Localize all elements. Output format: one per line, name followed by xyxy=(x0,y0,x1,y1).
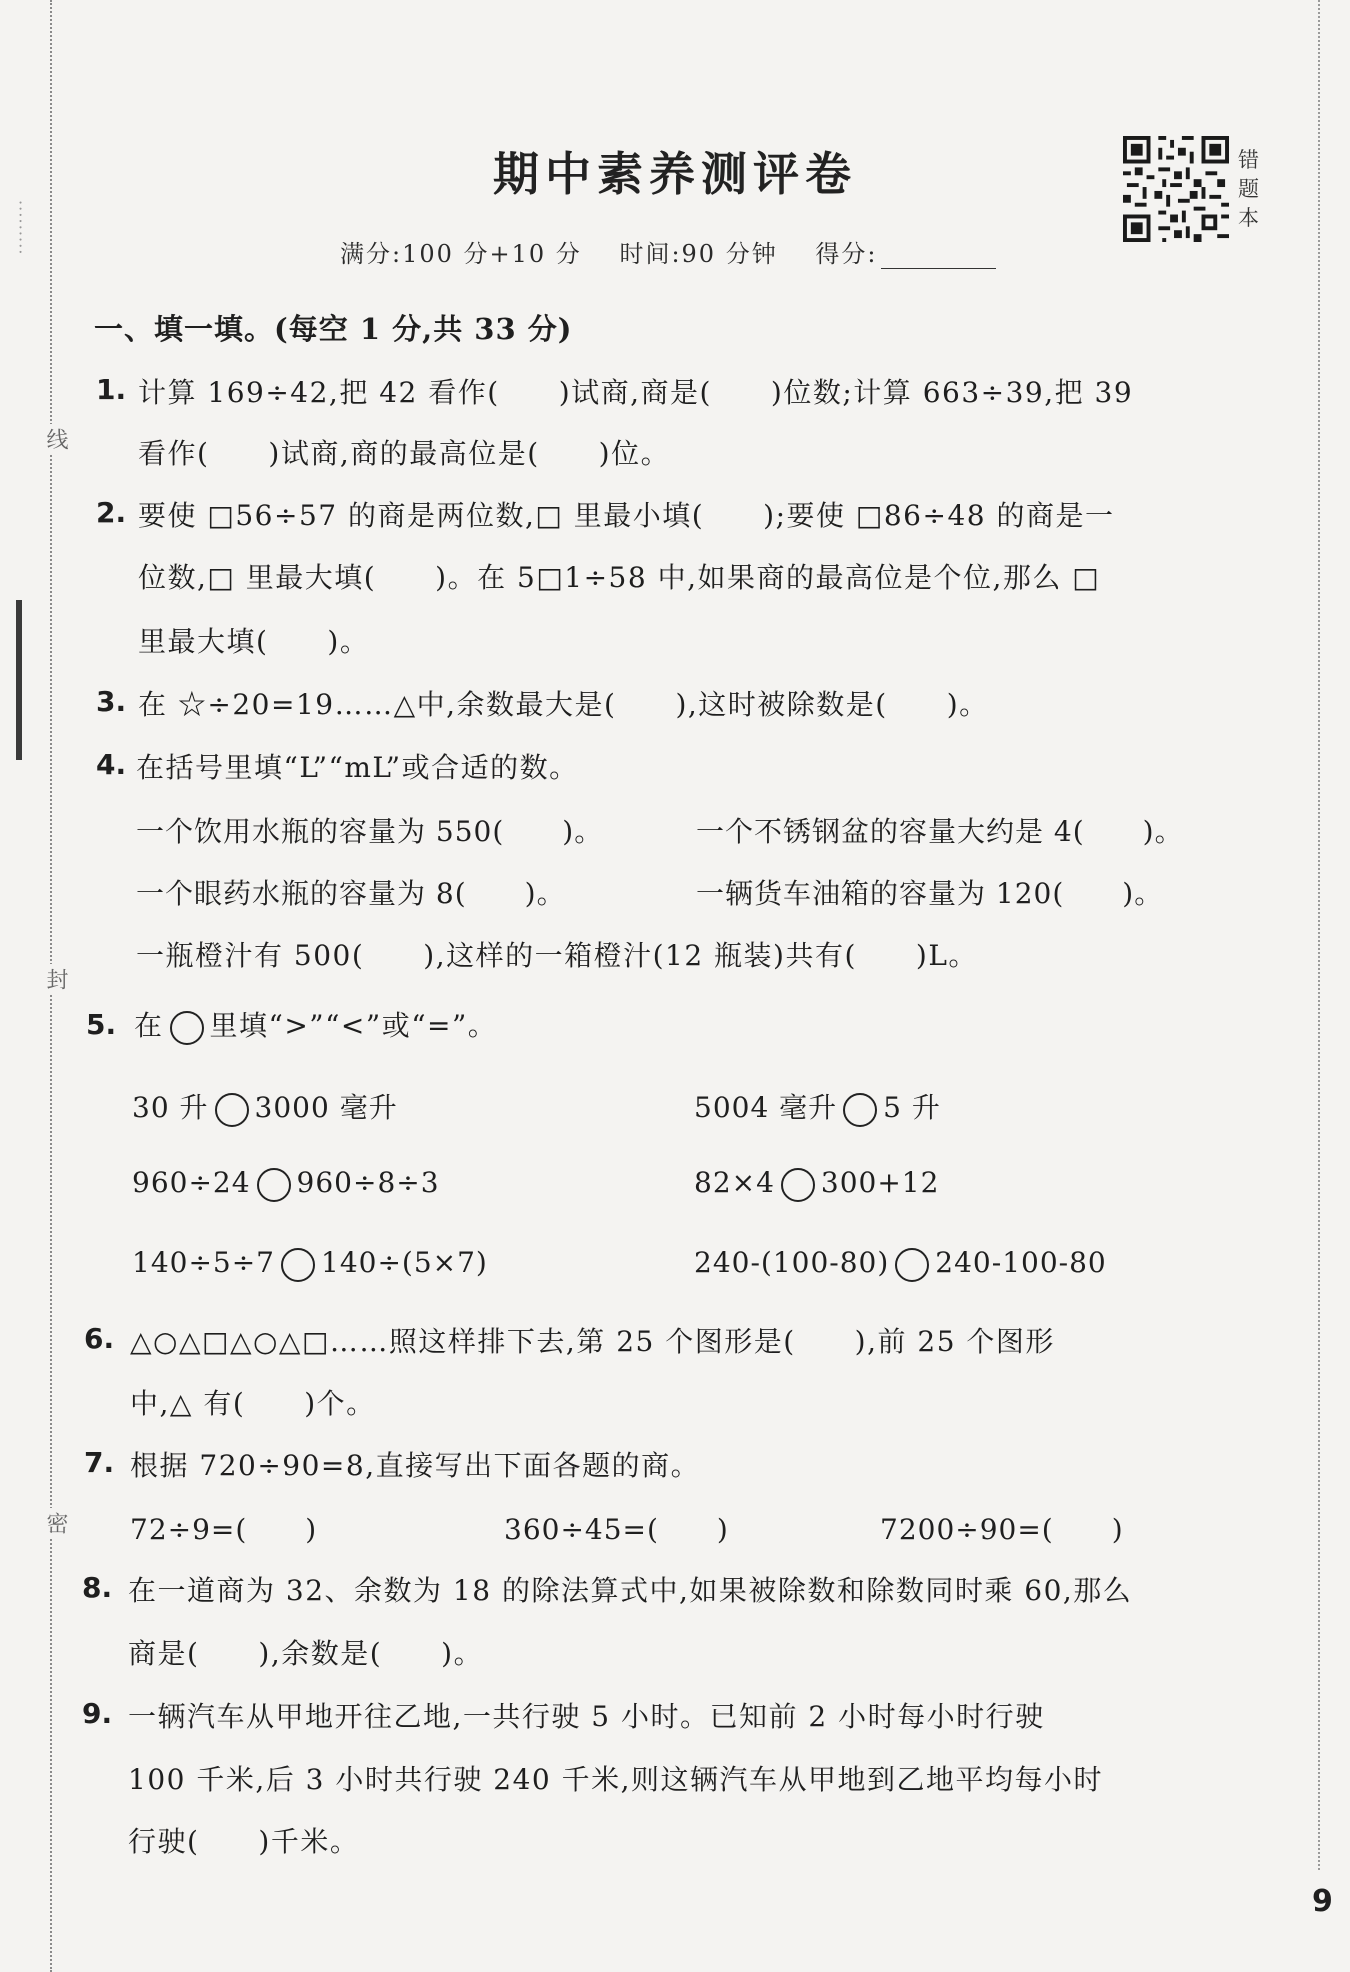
score-label: 得分: xyxy=(815,240,878,268)
qr-caption: 错 题 本 xyxy=(1238,148,1259,230)
q8-line-2: 商是( ),余数是( )。 xyxy=(128,1637,484,1670)
q5-compare-item: 960÷24 960÷8÷3 xyxy=(132,1166,440,1202)
q4-item: 一个饮用水瓶的容量为 550( )。 xyxy=(136,815,604,848)
q7-item: 7200÷90=( ) xyxy=(880,1513,1124,1546)
compare-circle-icon xyxy=(170,1011,204,1045)
q9-line-2: 100 千米,后 3 小时共行驶 240 千米,则这辆汽车从甲地到乙地平均每小时 xyxy=(128,1763,1104,1796)
qr-code-icon xyxy=(1122,136,1230,242)
question-number: 3. xyxy=(96,685,127,718)
question-number: 7. xyxy=(84,1446,115,1479)
q4-item: 一个不锈钢盆的容量大约是 4( )。 xyxy=(696,815,1184,848)
margin-dark-mark xyxy=(16,600,22,760)
right-edge-dotted-line xyxy=(1318,0,1320,1870)
question-number: 2. xyxy=(96,496,127,529)
margin-faint-text: · · · · · · · · · xyxy=(11,200,30,253)
q4-last: 一瓶橙汁有 500( ),这样的一箱橙汁(12 瓶装)共有( )L。 xyxy=(136,939,978,972)
answer-circle[interactable] xyxy=(781,1168,815,1202)
q4-item: 一辆货车油箱的容量为 120( )。 xyxy=(696,877,1164,910)
question-number: 8. xyxy=(82,1571,113,1604)
question-number: 6. xyxy=(84,1322,115,1355)
full-marks: 满分:100 分+10 分 xyxy=(340,240,582,268)
q4-item: 一个眼药水瓶的容量为 8( )。 xyxy=(136,877,566,910)
q5-compare-item: 5004 毫升 5 升 xyxy=(694,1086,941,1127)
q5-compare-item: 30 升 3000 毫升 xyxy=(132,1086,398,1127)
question-number: 1. xyxy=(96,373,127,406)
q2-line-2: 位数,□ 里最大填( )。在 5□1÷58 中,如果商的最高位是个位,那么 □ xyxy=(138,561,1101,594)
q1-line-1: 计算 169÷42,把 42 看作( )试商,商是( )位数;计算 663÷39,把 39 xyxy=(138,376,1134,409)
score-blank xyxy=(881,248,996,269)
q9-line-3: 行驶( )千米。 xyxy=(128,1825,360,1858)
q6-line-1: △○△□△○△□……照这样排下去,第 25 个图形是( ),前 25 个图形 xyxy=(130,1325,1055,1358)
page-number: 9 xyxy=(1312,1884,1333,1919)
exam-time: 时间:90 分钟 xyxy=(619,240,778,268)
answer-circle[interactable] xyxy=(895,1248,929,1282)
answer-circle[interactable] xyxy=(843,1093,877,1127)
q1-line-2: 看作( )试商,商的最高位是( )位。 xyxy=(138,437,671,470)
margin-tag-mi: 密 xyxy=(40,1508,71,1538)
q6-line-2: 中,△ 有( )个。 xyxy=(130,1387,376,1420)
margin-tag-xian: 线 xyxy=(40,424,71,454)
answer-circle[interactable] xyxy=(281,1248,315,1282)
q9-line-1: 一辆汽车从甲地开往乙地,一共行驶 5 小时。已知前 2 小时每小时行驶 xyxy=(128,1700,1045,1733)
q5-intro: 在 里填“>”“<”或“=”。 xyxy=(134,1004,497,1045)
exam-meta xyxy=(340,234,996,269)
answer-circle[interactable] xyxy=(215,1093,249,1127)
q2-line-3: 里最大填( )。 xyxy=(138,625,370,658)
q5-compare-item: 82×4 300+12 xyxy=(694,1166,939,1202)
question-number: 4. xyxy=(96,748,127,781)
q5-compare-item: 140÷5÷7 140÷(5×7) xyxy=(132,1246,488,1282)
q3-line-1: 在 ☆÷20=19……△中,余数最大是( ),这时被除数是( )。 xyxy=(138,688,989,721)
q7-item: 360÷45=( ) xyxy=(504,1513,729,1546)
q7-item: 72÷9=( ) xyxy=(130,1513,318,1546)
section-heading: 一、填一填。(每空 1 分,共 33 分) xyxy=(94,312,573,346)
answer-circle[interactable] xyxy=(257,1168,291,1202)
margin-tag-feng: 封 xyxy=(40,964,71,994)
question-number: 9. xyxy=(82,1697,113,1730)
page-title: 期中素养测评卷 xyxy=(493,147,857,201)
question-number: 5. xyxy=(86,1008,117,1041)
q7-intro: 根据 720÷90=8,直接写出下面各题的商。 xyxy=(130,1449,701,1482)
q2-line-1: 要使 □56÷57 的商是两位数,□ 里最小填( );要使 □86÷48 的商是一 xyxy=(138,499,1115,532)
q4-intro: 在括号里填“L”“mL”或合适的数。 xyxy=(136,751,579,784)
q8-line-1: 在一道商为 32、余数为 18 的除法算式中,如果被除数和除数同时乘 60,那么 xyxy=(128,1574,1133,1607)
q5-compare-item: 240-(100-80) 240-100-80 xyxy=(694,1246,1107,1282)
